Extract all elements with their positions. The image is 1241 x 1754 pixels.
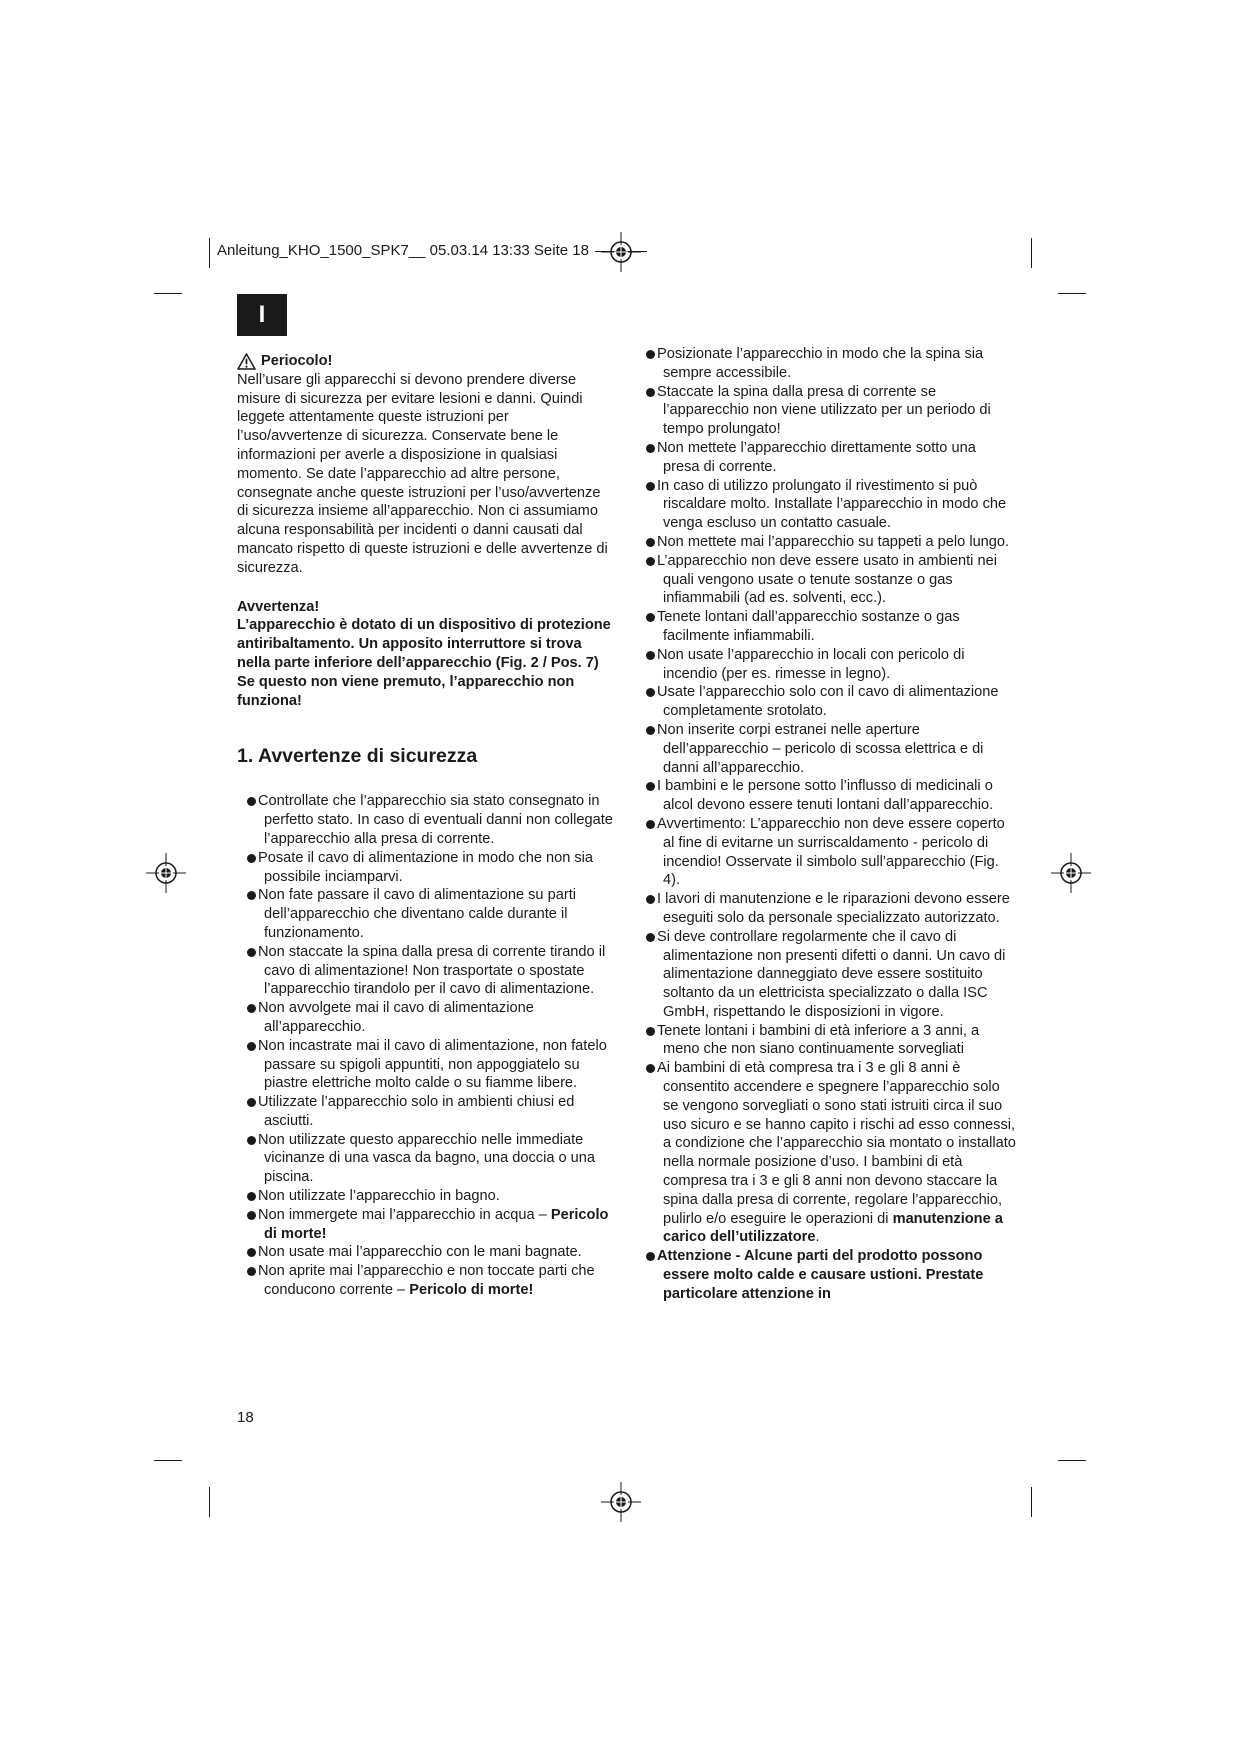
registration-mark-bottom-icon xyxy=(601,1482,641,1522)
list-item: Non staccate la spina dalla presa di corrente tirando il cavo di alimentazione! Non trasportate o spostate l’apparecchio tirandolo per il cavo di alimentazione. xyxy=(237,943,615,999)
list-item: Controllate che l’apparecchio sia stato consegnato in perfetto stato. In caso di eventuali danni non collegate l’apparecchio alla presa di corrente. xyxy=(237,792,615,848)
list-item: Tenete lontani i bambini di età inferiore a 3 anni, a meno che non siano continuamente sorvegliati xyxy=(636,1022,1016,1060)
print-slug-header: Anleitung_KHO_1500_SPK7__ 05.03.14 13:33 Seite 18 xyxy=(217,242,589,259)
page-number: 18 xyxy=(237,1409,254,1426)
list-item: Non utilizzate questo apparecchio nelle immediate vicinanze di una vasca da bagno, una doccia o una piscina. xyxy=(237,1131,615,1187)
danger-title: Periocolo! xyxy=(261,353,333,369)
list-item: Non incastrate mai il cavo di alimentazione, non fatelo passare su spigoli appuntiti, non appoggiatelo su piastre elettriche molto calde o su fiamme libere. xyxy=(237,1037,615,1093)
language-tab: I xyxy=(237,294,287,336)
crop-mark-bottom-right xyxy=(1031,1487,1032,1517)
crop-mark-top-left xyxy=(209,238,210,268)
list-item: Tenete lontani dall’apparecchio sostanze o gas facilmente infiammabili. xyxy=(636,608,1016,646)
crop-mark-right-lower xyxy=(1058,1460,1086,1461)
list-item: Non avvolgete mai il cavo di alimentazione all’apparecchio. xyxy=(237,999,615,1037)
registration-mark-left-icon xyxy=(146,853,186,893)
list-item: Si deve controllare regolarmente che il cavo di alimentazione non presenti difetti o danni. Un cavo di alimentazione danneggiato deve essere sostituito soltanto da un elettricista specializzato o dalla ISC GmbH, rispettando le disposizioni in vigore. xyxy=(636,928,1016,1022)
list-item: Posate il cavo di alimentazione in modo che non sia possibile inciamparvi. xyxy=(237,849,615,887)
list-item: Non usate mai l’apparecchio con le mani bagnate. xyxy=(237,1243,615,1262)
list-item: Staccate la spina dalla presa di corrente se l’apparecchio non viene utilizzato per un periodo di tempo prolungato! xyxy=(636,383,1016,439)
list-item: L’apparecchio non deve essere usato in ambienti nei quali vengono usate o tenute sostanze o gas infiammabili (ad es. solventi, ecc.). xyxy=(636,552,1016,608)
list-item: I bambini e le persone sotto l’influsso di medicinali o alcol devono essere tenuti lontani dall’apparecchio. xyxy=(636,777,1016,815)
list-item: Non mettete l’apparecchio direttamente sotto una presa di corrente. xyxy=(636,439,1016,477)
list-item: I lavori di manutenzione e le riparazioni devono essere eseguiti solo da personale specializzato autorizzato. xyxy=(636,890,1016,928)
crop-mark-left-lower xyxy=(154,1460,182,1461)
list-item: Usate l’apparecchio solo con il cavo di alimentazione completamente srotolato. xyxy=(636,683,1016,721)
list-item: Non mettete mai l’apparecchio su tappeti a pelo lungo. xyxy=(636,533,1016,552)
list-item: Non usate l’apparecchio in locali con pericolo di incendio (per es. rimesse in legno). xyxy=(636,646,1016,684)
list-item: Attenzione - Alcune parti del prodotto possono essere molto calde e causare ustioni. Prestate particolare attenzione in xyxy=(636,1247,1016,1303)
notice-text: L’apparecchio è dotato di un dispositivo di protezione antiribaltamento. Un apposito interruttore si trova nella parte inferiore dell’apparecchio (Fig. 2 / Pos. 7) Se questo non viene premuto, l’apparecchio non funziona! xyxy=(237,617,611,709)
notice-title: Avvertenza! xyxy=(237,598,320,615)
crop-mark-right-upper xyxy=(1058,293,1086,294)
list-item: In caso di utilizzo prolungato il rivestimento si può riscaldare molto. Installate l’apparecchio in modo che venga escluso un contatto casuale. xyxy=(636,477,1016,533)
list-item: Non aprite mai l’apparecchio e non toccate parti che conducono corrente – Pericolo di morte! xyxy=(237,1262,615,1300)
list-item: Non fate passare il cavo di alimentazione su parti dell’apparecchio che diventano calde durante il funzionamento. xyxy=(237,886,615,942)
list-item: Posizionate l’apparecchio in modo che la spina sia sempre accessibile. xyxy=(636,345,1016,383)
warning-triangle-icon xyxy=(237,353,256,370)
list-item: Non immergete mai l’apparecchio in acqua – Pericolo di morte! xyxy=(237,1206,615,1244)
left-column xyxy=(237,352,615,1300)
list-item: Ai bambini di età compresa tra i 3 e gli 8 anni è consentito accendere e spegnere l’apparecchio solo se vengono sorvegliati o sono stati istruiti circa il suo uso sicuro e se hanno capito i rischi ad esso connessi, a condizione che l’apparecchio sia montato o installato nella normale posizione d’uso. I bambini di età compresa tra i 3 e gli 8 anni non devono staccare la spina dalla presa di corrente, regolare l’apparecchio, pulirlo e/o eseguire le operazioni di manutenzione a carico dell’utilizzatore. xyxy=(636,1059,1016,1247)
crop-mark-left-upper xyxy=(154,293,182,294)
right-bullet-list xyxy=(636,345,1016,1304)
section-title: 1. Avvertenze di sicurezza xyxy=(237,745,478,768)
crop-mark-bottom-left xyxy=(209,1487,210,1517)
list-item: Non utilizzate l’apparecchio in bagno. xyxy=(237,1187,615,1206)
crop-mark-top-right xyxy=(1031,238,1032,268)
right-column xyxy=(636,345,1016,1304)
danger-heading xyxy=(237,352,615,371)
list-item: Avvertimento: L’apparecchio non deve essere coperto al fine di evitarne un surriscaldamento - pericolo di incendio! Osservate il simbolo sull’apparecchio (Fig. 4). xyxy=(636,815,1016,890)
danger-text: Nell’usare gli apparecchi si devono prendere diverse misure di sicurezza per evitare lesioni e danni. Quindi leggete attentamente queste istruzioni per l’uso/avvertenze di sicurezza. Conservate bene le informazioni per averle a disposizione in qualsiasi momento. Se date l’apparecchio ad altre persone, consegnate anche queste istruzioni per l’uso/avvertenze di sicurezza insieme all’apparecchio. Non ci assumiamo alcuna responsabilità per incidenti o danni causati dal mancato rispetto di queste istruzioni e delle avvertenze di sicurezza. xyxy=(237,371,608,576)
list-item: Utilizzate l’apparecchio solo in ambienti chiusi ed asciutti. xyxy=(237,1093,615,1131)
registration-mark-right-icon xyxy=(1051,853,1091,893)
list-item: Non inserite corpi estranei nelle aperture dell’apparecchio – pericolo di scossa elettrica e di danni all’apparecchio. xyxy=(636,721,1016,777)
left-bullet-list xyxy=(237,792,615,1300)
registration-mark-top-icon xyxy=(601,232,641,272)
